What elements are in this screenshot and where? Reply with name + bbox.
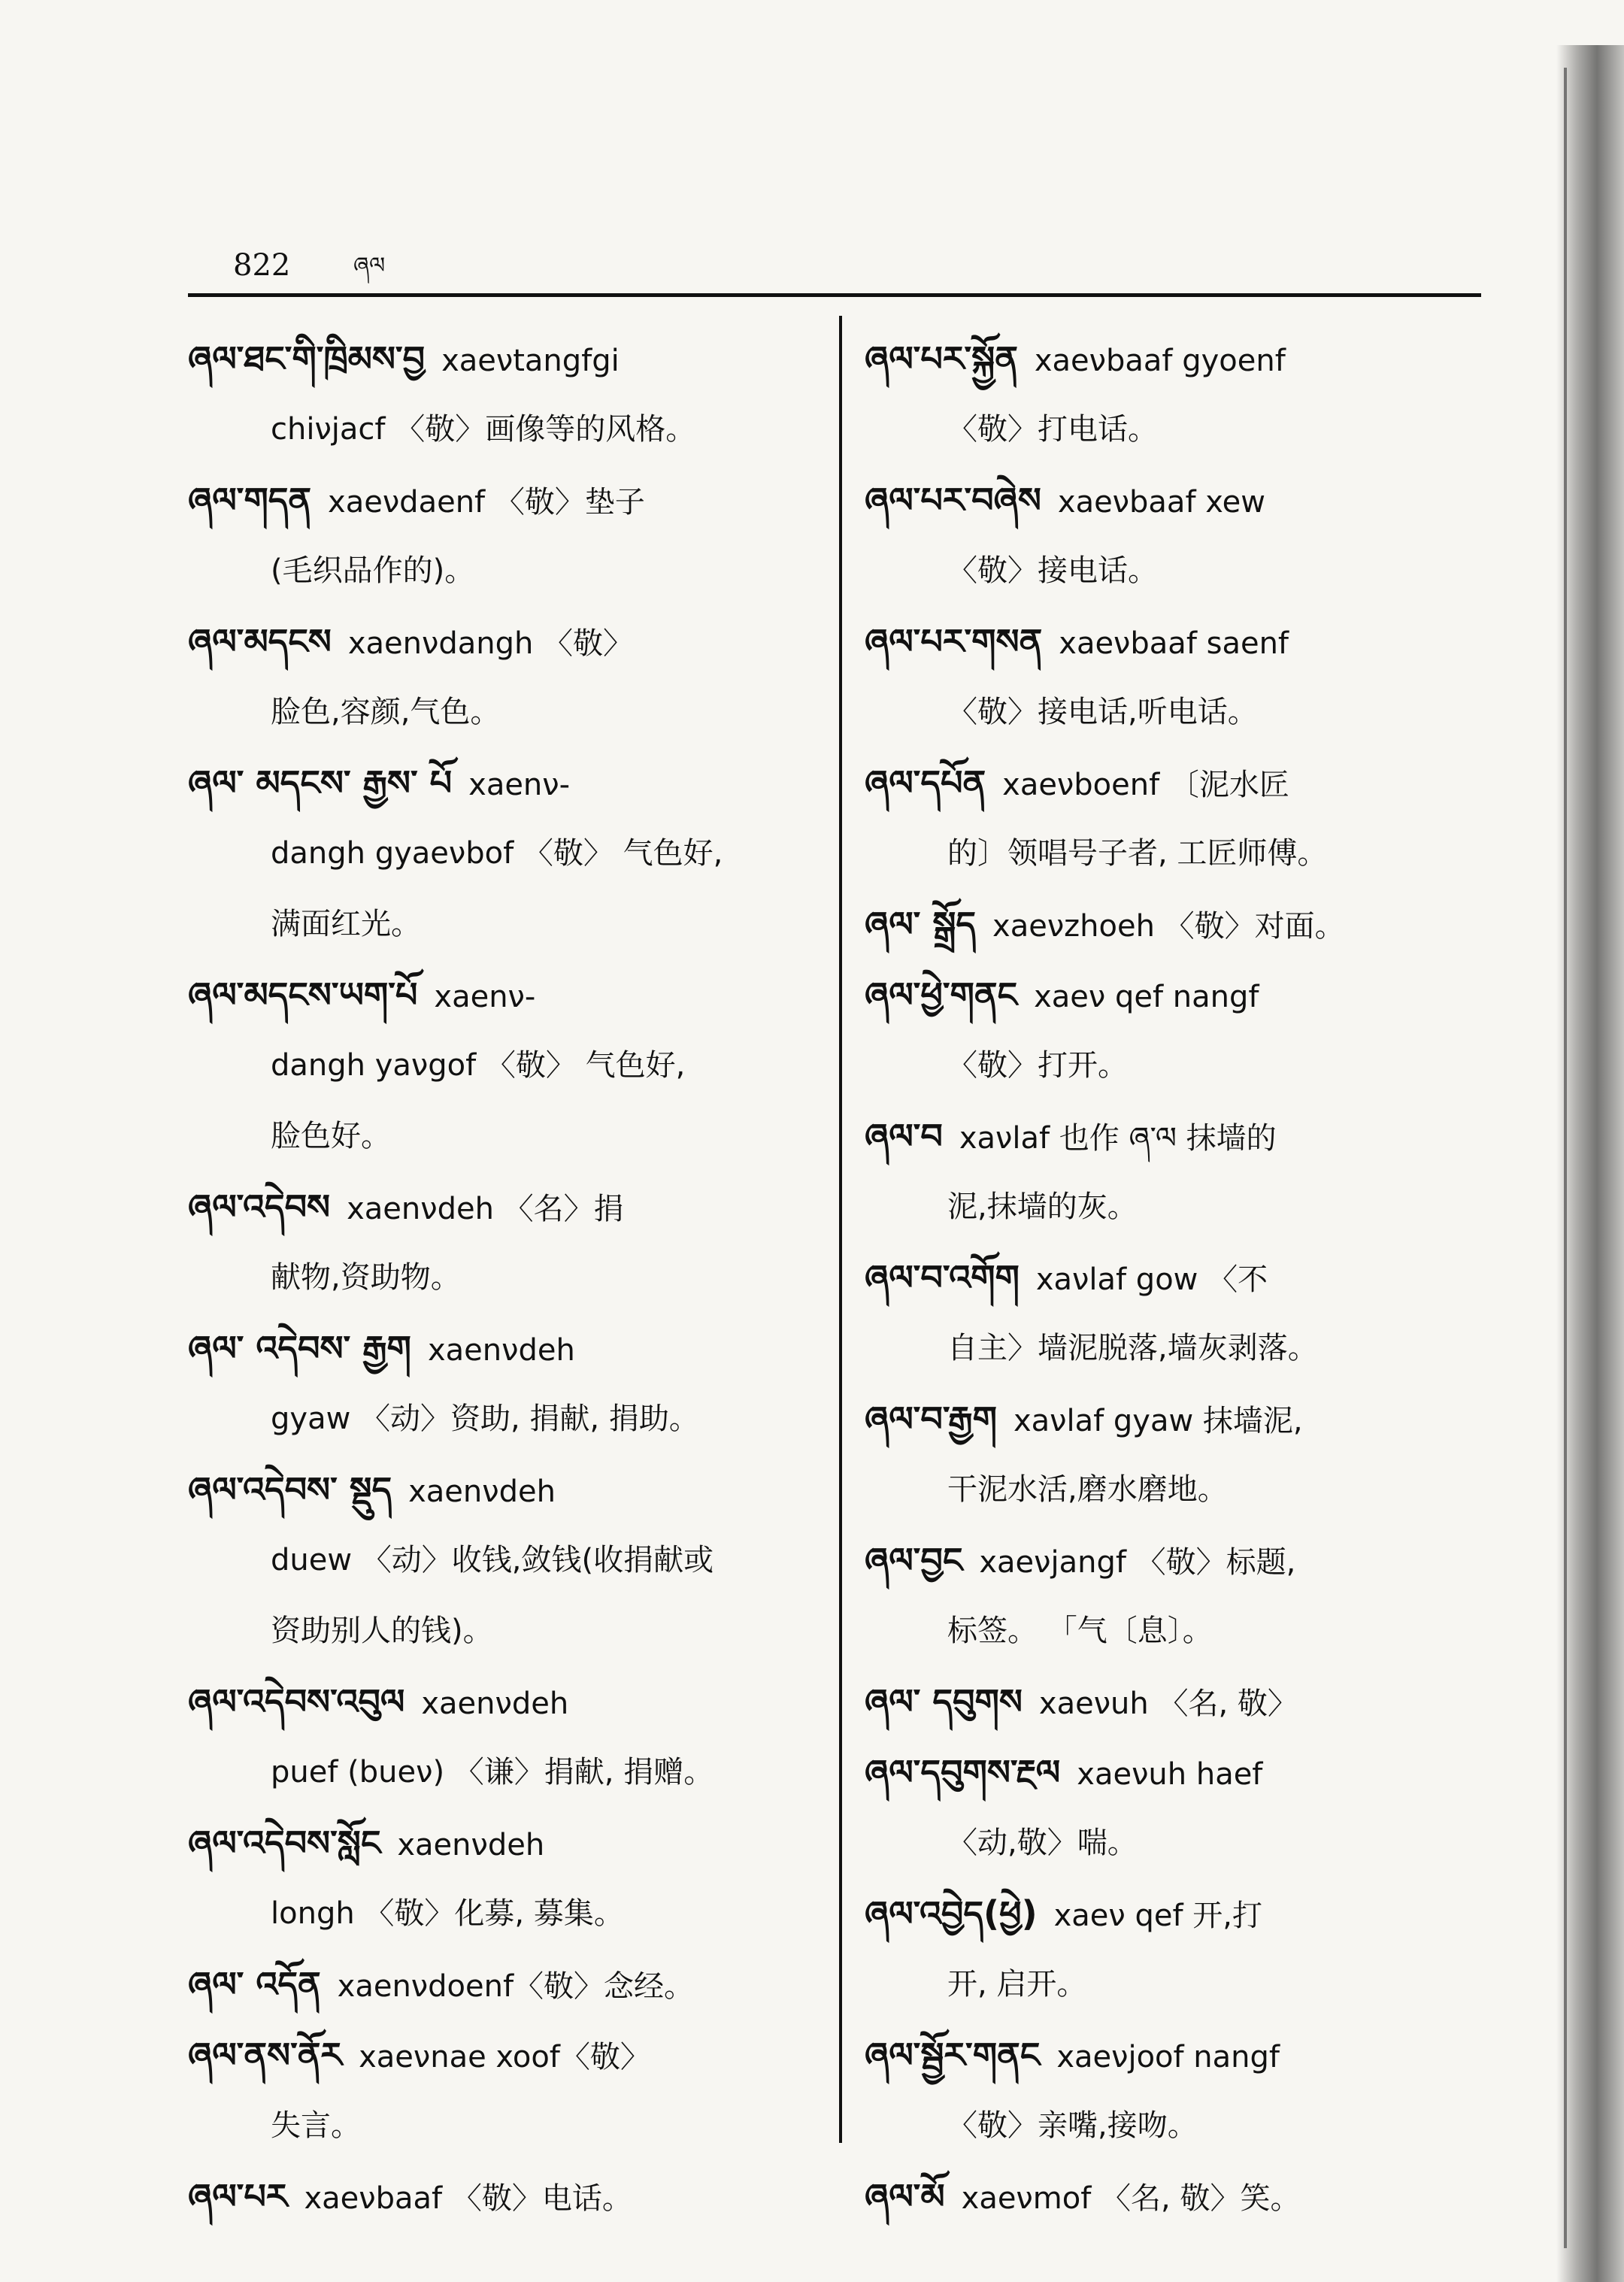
entry-text: xaenν- <box>468 768 571 802</box>
entry-text: xaνlaf gyaw 抹墙泥, <box>1013 1404 1303 1438</box>
entry-headline <box>865 1242 1489 1313</box>
entry-text: xaenνdoenf〈敬〉念经。 <box>337 1969 695 2004</box>
left-column <box>188 323 820 2232</box>
entry-continuation <box>865 1949 1489 2020</box>
entry-text: longh 〈敬〉化募, 募集。 <box>271 1896 624 1931</box>
dictionary-entry <box>188 1313 820 1454</box>
entry-continuation <box>188 1737 820 1808</box>
dictionary-entry <box>188 1808 820 1949</box>
dictionary-entry <box>865 747 1489 889</box>
tibetan-headword: ཞལ་ མདངས་ རྒྱས་ པོ <box>188 762 453 803</box>
entry-headline <box>865 2020 1489 2090</box>
tibetan-headword: ཞལ་བ་རྒྱག <box>865 1399 997 1439</box>
entry-text: 自主〉墙泥脱落,墙灰剥落。 <box>947 1331 1318 1365</box>
entry-continuation <box>188 677 820 747</box>
entry-continuation <box>865 1808 1489 1878</box>
entry-headline <box>188 747 820 818</box>
dictionary-entry <box>865 959 1489 1101</box>
entry-headline <box>865 747 1489 818</box>
entry-continuation <box>188 889 820 959</box>
entry-headline <box>865 606 1489 677</box>
dictionary-entry <box>865 323 1489 465</box>
entry-continuation <box>865 1030 1489 1101</box>
entry-headline <box>188 1171 820 1242</box>
dictionary-entry <box>188 1171 820 1313</box>
entry-text: 脸色,容颜,气色。 <box>271 695 501 729</box>
running-header <box>226 241 1489 293</box>
dictionary-entry <box>865 1101 1489 1242</box>
entry-headline <box>865 323 1489 394</box>
right-column <box>865 323 1489 2232</box>
entry-text: xaeνuh 〈名, 敬〉 <box>1038 1686 1298 1721</box>
dictionary-entry <box>188 1949 820 2020</box>
entry-text: 开, 启开。 <box>947 1967 1087 2002</box>
entry-text: xaeνdaenf 〈敬〉垫子 <box>328 485 645 520</box>
dictionary-entry <box>865 2161 1489 2232</box>
entry-text: 失言。 <box>271 2108 361 2143</box>
entry-continuation <box>865 535 1489 606</box>
entry-text: xaeνbaaf 〈敬〉电话。 <box>304 2181 632 2216</box>
tibetan-headword: ཞལ་པར་སྐྱོན <box>865 338 1018 379</box>
entry-text: xaenν- <box>434 980 536 1014</box>
dictionary-entry <box>865 1878 1489 2020</box>
entry-text: dangh gyaeνbof 〈敬〉 气色好, <box>271 836 723 871</box>
entry-text: 〈敬〉打开。 <box>947 1048 1128 1083</box>
entry-text: xaenνdangh 〈敬〉 <box>347 626 634 661</box>
entry-headline <box>188 323 820 394</box>
entry-text: xaeνzhoeh 〈敬〉对面。 <box>992 909 1345 944</box>
entry-text: 满面红光。 <box>271 907 421 941</box>
entry-continuation <box>188 1525 820 1596</box>
entry-text: xaeνbaaf gyoenf <box>1034 344 1286 378</box>
entry-headline <box>188 959 820 1030</box>
entry-text: 资助别人的钱)。 <box>271 1614 493 1648</box>
tibetan-headword: ཞལ་གདན <box>188 480 312 520</box>
entry-text: duew 〈动〉收钱,敛钱(收捐献或 <box>271 1543 714 1577</box>
tibetan-headword: ཞལ་པར <box>188 2176 288 2217</box>
entry-continuation <box>865 677 1489 747</box>
tibetan-headword: ཞལ་མོ <box>865 2176 945 2217</box>
entry-headline <box>188 1949 820 2020</box>
entry-text: xaνlaf gow 〈不 <box>1035 1262 1268 1297</box>
entry-headline <box>865 889 1489 959</box>
tibetan-headword: ཞལ་བ་འགོག <box>865 1257 1020 1298</box>
tibetan-headword: ཞལ་མདངས་ཡག་པོ <box>188 974 418 1015</box>
dictionary-entry <box>865 1525 1489 1666</box>
entry-headline <box>865 1737 1489 1808</box>
entry-continuation <box>188 1383 820 1454</box>
entry-text: puef (bueν) 〈谦〉捐献, 捐赠。 <box>271 1755 714 1790</box>
entry-headline <box>188 1808 820 1878</box>
entry-text: 干泥水活,磨水磨地。 <box>947 1472 1228 1507</box>
tibetan-headword: ཞལ་བ <box>865 1116 943 1156</box>
entry-text: xaeν qef nangf <box>1034 980 1259 1014</box>
entry-headline <box>865 1878 1489 1949</box>
entry-continuation <box>865 818 1489 889</box>
entry-headline <box>188 465 820 535</box>
dictionary-entry <box>188 465 820 606</box>
entry-continuation <box>865 394 1489 465</box>
entry-text: xaenνdeh <box>427 1333 575 1368</box>
entry-text: (毛织品作的)。 <box>271 553 475 588</box>
entry-continuation <box>188 1596 820 1666</box>
tibetan-headword: ཞལ་ འདོན <box>188 1964 321 2005</box>
tibetan-headword: ཞལ་ དབུགས <box>865 1681 1023 1722</box>
entry-continuation <box>188 818 820 889</box>
dictionary-entry <box>188 2161 820 2232</box>
entry-continuation <box>865 2090 1489 2161</box>
dictionary-entry <box>865 606 1489 747</box>
entry-text: chiνjacf 〈敬〉画像等的风格。 <box>271 412 696 447</box>
dictionary-entry <box>188 747 820 959</box>
entry-text: 的〕领唱号子者, 工匠师傅。 <box>947 836 1328 871</box>
entry-text: 〈动,敬〉喘。 <box>947 1826 1138 1860</box>
dictionary-entry <box>865 1383 1489 1525</box>
entry-headline <box>865 1666 1489 1737</box>
dictionary-entry <box>188 606 820 747</box>
dictionary-entry <box>865 2020 1489 2161</box>
dictionary-entry <box>865 1737 1489 1878</box>
entry-continuation <box>865 1171 1489 1242</box>
entry-text: xaeνjoof nangf <box>1056 2040 1280 2074</box>
tibetan-headword: ཞལ་འདེབས་སློང <box>188 1823 381 1863</box>
entry-text: xaeνmof 〈名, 敬〉笑。 <box>961 2181 1301 2216</box>
entry-text: 〈敬〉接电话。 <box>947 553 1158 588</box>
entry-text: xaenνdeh 〈名〉捐 <box>347 1192 624 1226</box>
tibetan-headword: ཞལ་དཔོན <box>865 762 986 803</box>
entry-headline <box>188 1454 820 1525</box>
tibetan-headword: ཞལ་ཕྱེ་གནང <box>865 974 1018 1015</box>
entry-text: xaeνnae xoof〈敬〉 <box>359 2040 650 2074</box>
entry-headline <box>188 1666 820 1737</box>
tibetan-headword: ཞལ་དབུགས་རྔལ <box>865 1752 1061 1793</box>
tibetan-headword: ཞལ་པར་གསན <box>865 621 1043 662</box>
entry-continuation <box>188 1101 820 1171</box>
tibetan-headword: ཞལ་འབྱེད(ཕྱེ) <box>865 1893 1038 1934</box>
entry-text: xaeν qef 开,打 <box>1053 1899 1262 1933</box>
entry-text: xaeνuh haef <box>1077 1757 1263 1792</box>
entry-text: xaeνboenf 〔泥水匠 <box>1002 768 1289 802</box>
entry-text: gyaw 〈动〉资助, 捐献, 捐助。 <box>271 1402 699 1436</box>
tibetan-headword: ཞལ་འདེབས <box>188 1186 331 1227</box>
entry-headline <box>865 1383 1489 1454</box>
dictionary-entry <box>188 323 820 465</box>
page-number: 822 <box>233 248 291 283</box>
entry-text: xaeνbaaf xew <box>1057 485 1266 520</box>
entry-text: 〈敬〉亲嘴,接吻。 <box>947 2108 1198 2143</box>
tibetan-headword: ཞལ་འདེབས་འབུལ <box>188 1681 405 1722</box>
entry-text: 献物,资助物。 <box>271 1260 461 1295</box>
dictionary-entry <box>865 465 1489 606</box>
entry-text: dangh yaνgof 〈敬〉 气色好, <box>271 1048 686 1083</box>
entry-text: 泥,抹墙的灰。 <box>947 1189 1138 1224</box>
dictionary-entry <box>188 1454 820 1666</box>
entry-continuation <box>188 1878 820 1949</box>
entry-text: xaeνjangf 〈敬〉标题, <box>979 1545 1296 1580</box>
entry-text: xaenνdeh <box>421 1686 569 1721</box>
folio-headword: ཞལ <box>353 253 386 279</box>
entry-headline <box>188 2161 820 2232</box>
entry-headline <box>188 1313 820 1383</box>
entry-headline <box>865 959 1489 1030</box>
entry-continuation <box>188 535 820 606</box>
entry-headline <box>865 465 1489 535</box>
header-rule <box>188 293 1481 297</box>
entry-continuation <box>188 394 820 465</box>
entry-continuation <box>188 1030 820 1101</box>
tibetan-headword: ཞལ་སྦྱོར་གནང <box>865 2035 1041 2075</box>
entry-headline <box>865 2161 1489 2232</box>
page-edge-line <box>1564 68 1567 2248</box>
entry-text: 脸色好。 <box>271 1119 391 1153</box>
entry-text: 〈敬〉打电话。 <box>947 412 1158 447</box>
tibetan-headword: ཞལ་ཐང་གི་ཁྲིམས་བྱ <box>188 338 426 379</box>
entry-text: xaeνbaaf saenf <box>1059 626 1289 661</box>
dictionary-entry <box>188 959 820 1171</box>
entry-continuation <box>188 1242 820 1313</box>
tibetan-headword: ཞལ་པར་བཞེས <box>865 480 1041 520</box>
entry-headline <box>865 1101 1489 1171</box>
dictionary-entry <box>188 2020 820 2161</box>
tibetan-headword: ཞལ་ནས་ནོར <box>188 2035 343 2075</box>
entry-continuation <box>865 1454 1489 1525</box>
dictionary-entry <box>865 1242 1489 1383</box>
dictionary-entry <box>188 1666 820 1808</box>
tibetan-headword: ཞལ་ སྒྲོད <box>865 904 977 944</box>
entry-headline <box>865 1525 1489 1596</box>
tibetan-headword: ཞལ་མདངས <box>188 621 332 662</box>
entry-continuation <box>865 1596 1489 1666</box>
tibetan-headword: ཞལ་འདེབས་ སྡུད <box>188 1469 392 1510</box>
tibetan-headword: ཞལ་བྱང <box>865 1540 963 1580</box>
entry-text: xaνlaf 也作 ཞ་ལ 抹墙的 <box>959 1121 1277 1156</box>
column-divider <box>839 316 842 2143</box>
dictionary-entry <box>865 889 1489 959</box>
entry-headline <box>188 606 820 677</box>
tibetan-headword: ཞལ་ འདེབས་ རྒྱག <box>188 1328 411 1368</box>
dictionary-entry <box>865 1666 1489 1737</box>
entry-text: 〈敬〉接电话,听电话。 <box>947 695 1258 729</box>
entry-text: xaenνdeh <box>408 1474 556 1509</box>
entry-text: xaenνdeh <box>397 1828 545 1862</box>
entry-text: xaeνtangfgi <box>441 344 620 378</box>
entry-headline <box>188 2020 820 2090</box>
entry-continuation <box>188 2090 820 2161</box>
entry-text: 标签。 「气〔息〕。 <box>947 1614 1213 1648</box>
entry-continuation <box>865 1313 1489 1383</box>
